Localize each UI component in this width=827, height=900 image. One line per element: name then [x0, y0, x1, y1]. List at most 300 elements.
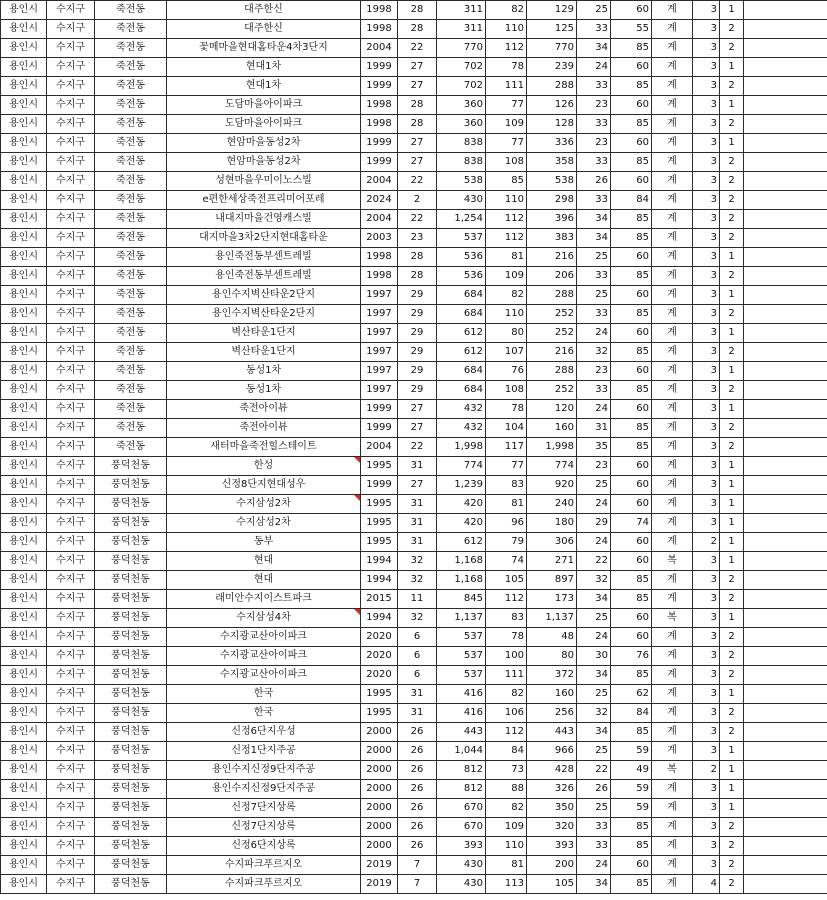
rooms-cell[interactable]: 3 [693, 39, 720, 58]
complex-name-cell[interactable]: 한국 [167, 685, 361, 704]
households-cell[interactable]: 360 [437, 96, 486, 115]
households-cell[interactable]: 845 [437, 590, 486, 609]
rooms-cell[interactable]: 3 [693, 324, 720, 343]
empty-cell[interactable] [744, 229, 827, 248]
age-cell[interactable]: 31 [398, 495, 437, 514]
size-cell[interactable]: 60 [611, 324, 652, 343]
year-cell[interactable]: 2019 [361, 875, 398, 894]
empty-cell[interactable] [744, 647, 827, 666]
households-cell[interactable]: 536 [437, 248, 486, 267]
size-cell[interactable]: 49 [611, 761, 652, 780]
stair-type-cell[interactable]: 계 [652, 419, 693, 438]
city-cell[interactable]: 용인시 [1, 666, 47, 685]
area-cell[interactable]: 110 [486, 837, 527, 856]
households-cell[interactable]: 774 [437, 457, 486, 476]
area-cell[interactable]: 108 [486, 153, 527, 172]
city-cell[interactable]: 용인시 [1, 590, 47, 609]
stair-type-cell[interactable]: 계 [652, 666, 693, 685]
baths-cell[interactable]: 2 [720, 172, 744, 191]
households-cell[interactable]: 393 [437, 837, 486, 856]
stair-type-cell[interactable]: 계 [652, 514, 693, 533]
pyeong-cell[interactable]: 29 [577, 514, 611, 533]
dong-cell[interactable]: 풍덕천동 [95, 818, 167, 837]
pyeong-cell[interactable]: 23 [577, 96, 611, 115]
baths-cell[interactable]: 1 [720, 286, 744, 305]
baths-cell[interactable]: 2 [720, 39, 744, 58]
unit-count-cell[interactable]: 396 [527, 210, 577, 229]
size-cell[interactable]: 60 [611, 856, 652, 875]
district-cell[interactable]: 수지구 [47, 438, 95, 457]
stair-type-cell[interactable]: 계 [652, 875, 693, 894]
complex-name-cell[interactable]: 수지광교산아이파크 [167, 666, 361, 685]
stair-type-cell[interactable]: 계 [652, 305, 693, 324]
district-cell[interactable]: 수지구 [47, 134, 95, 153]
city-cell[interactable]: 용인시 [1, 210, 47, 229]
rooms-cell[interactable]: 3 [693, 495, 720, 514]
pyeong-cell[interactable]: 25 [577, 799, 611, 818]
unit-count-cell[interactable]: 252 [527, 324, 577, 343]
size-cell[interactable]: 85 [611, 115, 652, 134]
baths-cell[interactable]: 1 [720, 324, 744, 343]
baths-cell[interactable]: 1 [720, 685, 744, 704]
rooms-cell[interactable]: 3 [693, 590, 720, 609]
pyeong-cell[interactable]: 32 [577, 343, 611, 362]
unit-count-cell[interactable]: 358 [527, 153, 577, 172]
unit-count-cell[interactable]: 126 [527, 96, 577, 115]
stair-type-cell[interactable]: 계 [652, 628, 693, 647]
year-cell[interactable]: 1998 [361, 96, 398, 115]
rooms-cell[interactable]: 3 [693, 704, 720, 723]
households-cell[interactable]: 432 [437, 400, 486, 419]
dong-cell[interactable]: 풍덕천동 [95, 628, 167, 647]
city-cell[interactable]: 용인시 [1, 742, 47, 761]
stair-type-cell[interactable]: 계 [652, 286, 693, 305]
rooms-cell[interactable]: 3 [693, 723, 720, 742]
complex-name-cell[interactable]: 현대 [167, 552, 361, 571]
unit-count-cell[interactable]: 298 [527, 191, 577, 210]
complex-name-cell[interactable]: 대주한신 [167, 1, 361, 20]
unit-count-cell[interactable]: 173 [527, 590, 577, 609]
complex-name-cell[interactable]: 수지파크푸르지오 [167, 856, 361, 875]
city-cell[interactable]: 용인시 [1, 134, 47, 153]
rooms-cell[interactable]: 3 [693, 191, 720, 210]
city-cell[interactable]: 용인시 [1, 172, 47, 191]
pyeong-cell[interactable]: 33 [577, 115, 611, 134]
rooms-cell[interactable]: 3 [693, 400, 720, 419]
year-cell[interactable]: 2020 [361, 647, 398, 666]
dong-cell[interactable]: 죽전동 [95, 210, 167, 229]
age-cell[interactable]: 31 [398, 514, 437, 533]
unit-count-cell[interactable]: 372 [527, 666, 577, 685]
rooms-cell[interactable]: 3 [693, 419, 720, 438]
complex-name-cell[interactable]: 동성1차 [167, 381, 361, 400]
age-cell[interactable]: 27 [398, 476, 437, 495]
year-cell[interactable]: 1999 [361, 58, 398, 77]
area-cell[interactable]: 81 [486, 856, 527, 875]
year-cell[interactable]: 2024 [361, 191, 398, 210]
size-cell[interactable]: 60 [611, 495, 652, 514]
area-cell[interactable]: 109 [486, 115, 527, 134]
age-cell[interactable]: 32 [398, 571, 437, 590]
area-cell[interactable]: 77 [486, 96, 527, 115]
age-cell[interactable]: 27 [398, 134, 437, 153]
year-cell[interactable]: 2020 [361, 666, 398, 685]
dong-cell[interactable]: 죽전동 [95, 134, 167, 153]
empty-cell[interactable] [744, 495, 827, 514]
empty-cell[interactable] [744, 286, 827, 305]
unit-count-cell[interactable]: 774 [527, 457, 577, 476]
rooms-cell[interactable]: 3 [693, 742, 720, 761]
baths-cell[interactable]: 2 [720, 153, 744, 172]
empty-cell[interactable] [744, 761, 827, 780]
baths-cell[interactable]: 1 [720, 96, 744, 115]
unit-count-cell[interactable]: 256 [527, 704, 577, 723]
city-cell[interactable]: 용인시 [1, 343, 47, 362]
households-cell[interactable]: 670 [437, 818, 486, 837]
age-cell[interactable]: 27 [398, 400, 437, 419]
unit-count-cell[interactable]: 252 [527, 381, 577, 400]
age-cell[interactable]: 27 [398, 58, 437, 77]
dong-cell[interactable]: 죽전동 [95, 286, 167, 305]
city-cell[interactable]: 용인시 [1, 267, 47, 286]
households-cell[interactable]: 702 [437, 77, 486, 96]
district-cell[interactable]: 수지구 [47, 419, 95, 438]
city-cell[interactable]: 용인시 [1, 875, 47, 894]
households-cell[interactable]: 612 [437, 343, 486, 362]
baths-cell[interactable]: 2 [720, 837, 744, 856]
district-cell[interactable]: 수지구 [47, 191, 95, 210]
baths-cell[interactable]: 1 [720, 742, 744, 761]
pyeong-cell[interactable]: 34 [577, 666, 611, 685]
age-cell[interactable]: 6 [398, 628, 437, 647]
dong-cell[interactable]: 죽전동 [95, 305, 167, 324]
empty-cell[interactable] [744, 476, 827, 495]
area-cell[interactable]: 112 [486, 210, 527, 229]
empty-cell[interactable] [744, 267, 827, 286]
district-cell[interactable]: 수지구 [47, 1, 95, 20]
households-cell[interactable]: 416 [437, 704, 486, 723]
year-cell[interactable]: 1995 [361, 514, 398, 533]
unit-count-cell[interactable]: 383 [527, 229, 577, 248]
city-cell[interactable]: 용인시 [1, 96, 47, 115]
size-cell[interactable]: 60 [611, 476, 652, 495]
rooms-cell[interactable]: 3 [693, 552, 720, 571]
pyeong-cell[interactable]: 33 [577, 381, 611, 400]
size-cell[interactable]: 60 [611, 1, 652, 20]
empty-cell[interactable] [744, 1, 827, 20]
year-cell[interactable]: 2000 [361, 761, 398, 780]
dong-cell[interactable]: 죽전동 [95, 77, 167, 96]
district-cell[interactable]: 수지구 [47, 723, 95, 742]
city-cell[interactable]: 용인시 [1, 723, 47, 742]
age-cell[interactable]: 11 [398, 590, 437, 609]
dong-cell[interactable]: 풍덕천동 [95, 552, 167, 571]
dong-cell[interactable]: 죽전동 [95, 172, 167, 191]
baths-cell[interactable]: 1 [720, 533, 744, 552]
pyeong-cell[interactable]: 24 [577, 58, 611, 77]
baths-cell[interactable]: 2 [720, 267, 744, 286]
area-cell[interactable]: 82 [486, 286, 527, 305]
complex-name-cell[interactable]: 신정8단지현대성우 [167, 476, 361, 495]
complex-name-cell[interactable]: 신정6단지우성 [167, 723, 361, 742]
district-cell[interactable]: 수지구 [47, 343, 95, 362]
unit-count-cell[interactable]: 125 [527, 20, 577, 39]
rooms-cell[interactable]: 3 [693, 115, 720, 134]
city-cell[interactable]: 용인시 [1, 476, 47, 495]
age-cell[interactable]: 27 [398, 77, 437, 96]
size-cell[interactable]: 85 [611, 419, 652, 438]
complex-name-cell[interactable]: 대주한신 [167, 20, 361, 39]
year-cell[interactable]: 2000 [361, 837, 398, 856]
age-cell[interactable]: 27 [398, 419, 437, 438]
city-cell[interactable]: 용인시 [1, 305, 47, 324]
rooms-cell[interactable]: 3 [693, 267, 720, 286]
pyeong-cell[interactable]: 26 [577, 780, 611, 799]
dong-cell[interactable]: 죽전동 [95, 58, 167, 77]
city-cell[interactable]: 용인시 [1, 780, 47, 799]
rooms-cell[interactable]: 3 [693, 362, 720, 381]
dong-cell[interactable]: 풍덕천동 [95, 647, 167, 666]
empty-cell[interactable] [744, 666, 827, 685]
pyeong-cell[interactable]: 34 [577, 39, 611, 58]
city-cell[interactable]: 용인시 [1, 457, 47, 476]
area-cell[interactable]: 78 [486, 400, 527, 419]
complex-name-cell[interactable]: 현대1차 [167, 58, 361, 77]
rooms-cell[interactable]: 3 [693, 20, 720, 39]
baths-cell[interactable]: 1 [720, 514, 744, 533]
stair-type-cell[interactable]: 계 [652, 267, 693, 286]
rooms-cell[interactable]: 3 [693, 609, 720, 628]
complex-name-cell[interactable]: 용인수지벽산타운2단지 [167, 286, 361, 305]
households-cell[interactable]: 838 [437, 134, 486, 153]
baths-cell[interactable]: 2 [720, 875, 744, 894]
district-cell[interactable]: 수지구 [47, 761, 95, 780]
age-cell[interactable]: 29 [398, 286, 437, 305]
empty-cell[interactable] [744, 96, 827, 115]
city-cell[interactable]: 용인시 [1, 419, 47, 438]
empty-cell[interactable] [744, 780, 827, 799]
empty-cell[interactable] [744, 191, 827, 210]
baths-cell[interactable]: 2 [720, 210, 744, 229]
unit-count-cell[interactable]: 320 [527, 818, 577, 837]
empty-cell[interactable] [744, 20, 827, 39]
baths-cell[interactable]: 1 [720, 609, 744, 628]
households-cell[interactable]: 416 [437, 685, 486, 704]
dong-cell[interactable]: 풍덕천동 [95, 571, 167, 590]
dong-cell[interactable]: 죽전동 [95, 39, 167, 58]
year-cell[interactable]: 2004 [361, 438, 398, 457]
age-cell[interactable]: 29 [398, 305, 437, 324]
area-cell[interactable]: 108 [486, 381, 527, 400]
city-cell[interactable]: 용인시 [1, 191, 47, 210]
baths-cell[interactable]: 2 [720, 704, 744, 723]
city-cell[interactable]: 용인시 [1, 818, 47, 837]
stair-type-cell[interactable]: 계 [652, 248, 693, 267]
pyeong-cell[interactable]: 33 [577, 267, 611, 286]
size-cell[interactable]: 85 [611, 590, 652, 609]
empty-cell[interactable] [744, 837, 827, 856]
district-cell[interactable]: 수지구 [47, 704, 95, 723]
rooms-cell[interactable]: 3 [693, 666, 720, 685]
stair-type-cell[interactable]: 복 [652, 552, 693, 571]
district-cell[interactable]: 수지구 [47, 799, 95, 818]
year-cell[interactable]: 2015 [361, 590, 398, 609]
pyeong-cell[interactable]: 33 [577, 305, 611, 324]
year-cell[interactable]: 1997 [361, 305, 398, 324]
size-cell[interactable]: 60 [611, 248, 652, 267]
complex-name-cell[interactable]: 꽃메마을현대홈타운4차3단지 [167, 39, 361, 58]
age-cell[interactable]: 31 [398, 685, 437, 704]
pyeong-cell[interactable]: 25 [577, 742, 611, 761]
empty-cell[interactable] [744, 77, 827, 96]
complex-name-cell[interactable]: 수지광교산아이파크 [167, 628, 361, 647]
dong-cell[interactable]: 죽전동 [95, 248, 167, 267]
size-cell[interactable]: 60 [611, 286, 652, 305]
households-cell[interactable]: 537 [437, 647, 486, 666]
area-cell[interactable]: 112 [486, 229, 527, 248]
dong-cell[interactable]: 풍덕천동 [95, 457, 167, 476]
unit-count-cell[interactable]: 897 [527, 571, 577, 590]
empty-cell[interactable] [744, 362, 827, 381]
year-cell[interactable]: 1999 [361, 134, 398, 153]
district-cell[interactable]: 수지구 [47, 628, 95, 647]
district-cell[interactable]: 수지구 [47, 229, 95, 248]
rooms-cell[interactable]: 3 [693, 343, 720, 362]
age-cell[interactable]: 28 [398, 267, 437, 286]
year-cell[interactable]: 2020 [361, 628, 398, 647]
baths-cell[interactable]: 2 [720, 115, 744, 134]
pyeong-cell[interactable]: 34 [577, 875, 611, 894]
year-cell[interactable]: 1995 [361, 457, 398, 476]
area-cell[interactable]: 106 [486, 704, 527, 723]
households-cell[interactable]: 1,998 [437, 438, 486, 457]
year-cell[interactable]: 2000 [361, 818, 398, 837]
households-cell[interactable]: 684 [437, 362, 486, 381]
district-cell[interactable]: 수지구 [47, 780, 95, 799]
baths-cell[interactable]: 2 [720, 191, 744, 210]
district-cell[interactable]: 수지구 [47, 495, 95, 514]
city-cell[interactable]: 용인시 [1, 514, 47, 533]
rooms-cell[interactable]: 3 [693, 305, 720, 324]
year-cell[interactable]: 1998 [361, 1, 398, 20]
empty-cell[interactable] [744, 685, 827, 704]
dong-cell[interactable]: 풍덕천동 [95, 514, 167, 533]
size-cell[interactable]: 59 [611, 780, 652, 799]
age-cell[interactable]: 28 [398, 20, 437, 39]
stair-type-cell[interactable]: 계 [652, 856, 693, 875]
empty-cell[interactable] [744, 628, 827, 647]
baths-cell[interactable]: 2 [720, 723, 744, 742]
rooms-cell[interactable]: 3 [693, 58, 720, 77]
stair-type-cell[interactable]: 계 [652, 210, 693, 229]
city-cell[interactable]: 용인시 [1, 628, 47, 647]
district-cell[interactable]: 수지구 [47, 552, 95, 571]
empty-cell[interactable] [744, 457, 827, 476]
size-cell[interactable]: 76 [611, 647, 652, 666]
age-cell[interactable]: 28 [398, 248, 437, 267]
age-cell[interactable]: 23 [398, 229, 437, 248]
rooms-cell[interactable]: 3 [693, 476, 720, 495]
city-cell[interactable]: 용인시 [1, 609, 47, 628]
age-cell[interactable]: 29 [398, 324, 437, 343]
rooms-cell[interactable]: 3 [693, 286, 720, 305]
unit-count-cell[interactable]: 326 [527, 780, 577, 799]
district-cell[interactable]: 수지구 [47, 248, 95, 267]
households-cell[interactable]: 537 [437, 628, 486, 647]
area-cell[interactable]: 77 [486, 134, 527, 153]
year-cell[interactable]: 1999 [361, 153, 398, 172]
households-cell[interactable]: 443 [437, 723, 486, 742]
size-cell[interactable]: 85 [611, 210, 652, 229]
city-cell[interactable]: 용인시 [1, 837, 47, 856]
dong-cell[interactable]: 풍덕천동 [95, 704, 167, 723]
year-cell[interactable]: 1999 [361, 419, 398, 438]
year-cell[interactable]: 2003 [361, 229, 398, 248]
dong-cell[interactable]: 죽전동 [95, 381, 167, 400]
city-cell[interactable]: 용인시 [1, 229, 47, 248]
unit-count-cell[interactable]: 120 [527, 400, 577, 419]
stair-type-cell[interactable]: 계 [652, 457, 693, 476]
pyeong-cell[interactable]: 31 [577, 419, 611, 438]
stair-type-cell[interactable]: 계 [652, 172, 693, 191]
year-cell[interactable]: 2000 [361, 742, 398, 761]
baths-cell[interactable]: 2 [720, 381, 744, 400]
pyeong-cell[interactable]: 33 [577, 818, 611, 837]
dong-cell[interactable]: 풍덕천동 [95, 685, 167, 704]
rooms-cell[interactable]: 3 [693, 438, 720, 457]
dong-cell[interactable]: 풍덕천동 [95, 761, 167, 780]
area-cell[interactable]: 83 [486, 609, 527, 628]
area-cell[interactable]: 82 [486, 685, 527, 704]
complex-name-cell[interactable]: 동성1차 [167, 362, 361, 381]
city-cell[interactable]: 용인시 [1, 115, 47, 134]
size-cell[interactable]: 85 [611, 666, 652, 685]
area-cell[interactable]: 109 [486, 267, 527, 286]
area-cell[interactable]: 117 [486, 438, 527, 457]
baths-cell[interactable]: 1 [720, 1, 744, 20]
households-cell[interactable]: 1,044 [437, 742, 486, 761]
households-cell[interactable]: 420 [437, 495, 486, 514]
rooms-cell[interactable]: 2 [693, 533, 720, 552]
age-cell[interactable]: 28 [398, 115, 437, 134]
area-cell[interactable]: 112 [486, 39, 527, 58]
pyeong-cell[interactable]: 34 [577, 210, 611, 229]
age-cell[interactable]: 7 [398, 856, 437, 875]
pyeong-cell[interactable]: 34 [577, 590, 611, 609]
size-cell[interactable]: 85 [611, 837, 652, 856]
district-cell[interactable]: 수지구 [47, 533, 95, 552]
rooms-cell[interactable]: 3 [693, 818, 720, 837]
city-cell[interactable]: 용인시 [1, 381, 47, 400]
households-cell[interactable]: 1,168 [437, 552, 486, 571]
district-cell[interactable]: 수지구 [47, 837, 95, 856]
dong-cell[interactable]: 풍덕천동 [95, 799, 167, 818]
year-cell[interactable]: 2019 [361, 856, 398, 875]
pyeong-cell[interactable]: 24 [577, 856, 611, 875]
empty-cell[interactable] [744, 742, 827, 761]
stair-type-cell[interactable]: 계 [652, 134, 693, 153]
stair-type-cell[interactable]: 복 [652, 761, 693, 780]
area-cell[interactable]: 78 [486, 58, 527, 77]
year-cell[interactable]: 2004 [361, 39, 398, 58]
complex-name-cell[interactable]: 신정6단지상록 [167, 837, 361, 856]
city-cell[interactable]: 용인시 [1, 39, 47, 58]
dong-cell[interactable]: 죽전동 [95, 324, 167, 343]
households-cell[interactable]: 311 [437, 1, 486, 20]
households-cell[interactable]: 684 [437, 305, 486, 324]
dong-cell[interactable]: 죽전동 [95, 1, 167, 20]
area-cell[interactable]: 81 [486, 495, 527, 514]
